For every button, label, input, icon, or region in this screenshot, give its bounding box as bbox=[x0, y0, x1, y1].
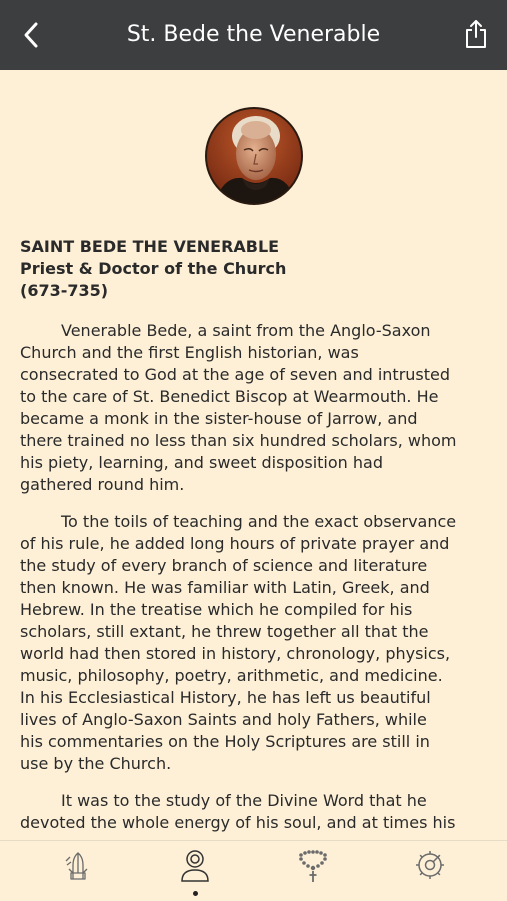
saint-profile-icon bbox=[180, 849, 210, 883]
tab-rosary[interactable] bbox=[283, 849, 343, 893]
text-line: scholars, still extant, he threw together all that the bbox=[20, 622, 429, 641]
navigation-bar bbox=[0, 0, 507, 70]
bio-paragraph-3 bbox=[20, 790, 495, 834]
text-line: To the toils of teaching and the exact observance bbox=[61, 512, 457, 531]
text-line: of his rule, he added long hours of private prayer and bbox=[20, 534, 450, 553]
bio-paragraph-2 bbox=[20, 511, 495, 775]
tab-saints[interactable] bbox=[165, 849, 225, 893]
chevron-left-icon bbox=[22, 21, 40, 49]
tab-prayers[interactable] bbox=[48, 849, 108, 893]
text-line: It was to the study of the Divine Word that he bbox=[61, 791, 427, 810]
text-line: the study of every branch of science and literature bbox=[20, 556, 428, 575]
share-button[interactable] bbox=[459, 15, 493, 53]
saint-dates: (673-735) bbox=[20, 281, 109, 300]
saint-detail-content[interactable] bbox=[0, 70, 507, 840]
page-title: St. Bede the Venerable bbox=[126, 22, 381, 47]
text-line: his commentaries on the Holy Scriptures are still in bbox=[20, 732, 430, 751]
text-line: In his Ecclesiastical History, he has left us beautiful bbox=[20, 688, 431, 707]
saint-name: SAINT BEDE THE VENERABLE bbox=[20, 237, 280, 256]
text-line: world had then stored in history, chronology, physics, bbox=[20, 644, 451, 663]
biography-text bbox=[20, 320, 495, 840]
text-line: gathered round him. bbox=[20, 475, 185, 494]
tab-bar bbox=[0, 840, 507, 901]
bio-paragraph-1 bbox=[20, 320, 495, 496]
settings-gear-icon bbox=[414, 849, 446, 881]
text-line: his piety, learning, and sweet disposition had bbox=[20, 453, 383, 472]
saint-header bbox=[20, 236, 490, 302]
praying-hands-icon bbox=[61, 849, 95, 883]
text-line: use by the Church. bbox=[20, 754, 172, 773]
share-icon bbox=[463, 18, 489, 50]
text-line: music, philosophy, poetry, arithmetic, and medicine. bbox=[20, 666, 443, 685]
back-button[interactable] bbox=[14, 17, 48, 53]
portrait-image bbox=[204, 106, 304, 206]
text-line: Church and the first English historian, was bbox=[20, 343, 359, 362]
selected-tab-indicator bbox=[193, 891, 198, 896]
text-line: then known. He was familiar with Latin, Greek, and bbox=[20, 578, 430, 597]
text-line: there trained no less than six hundred scholars, whom bbox=[20, 431, 457, 450]
saint-title: Priest & Doctor of the Church bbox=[20, 259, 287, 278]
text-line: lives of Anglo-Saxon Saints and holy Fathers, while bbox=[20, 710, 427, 729]
text-line: to the care of St. Benedict Biscop at Wearmouth. He bbox=[20, 387, 439, 406]
text-line: Venerable Bede, a saint from the Anglo-Saxon bbox=[61, 321, 431, 340]
text-line: consecrated to God at the age of seven and intrusted bbox=[20, 365, 451, 384]
tab-settings[interactable] bbox=[400, 849, 460, 893]
rosary-icon bbox=[296, 849, 330, 883]
text-line: became a monk in the sister-house of Jarrow, and bbox=[20, 409, 418, 428]
text-line: devoted the whole energy of his soul, and at times his bbox=[20, 813, 456, 832]
text-line: Hebrew. In the treatise which he compiled for his bbox=[20, 600, 413, 619]
